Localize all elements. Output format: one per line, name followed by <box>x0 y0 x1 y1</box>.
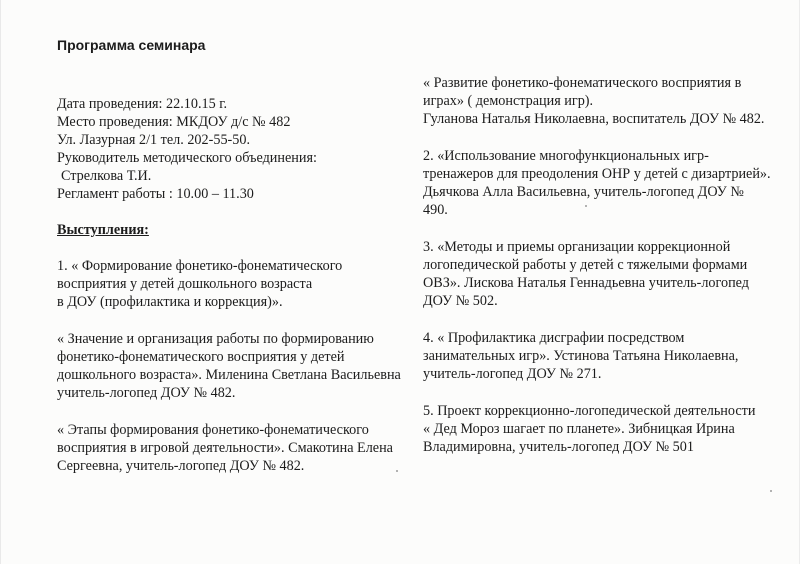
speech-line: логопедической работы у детей с тяжелыми формами <box>423 257 748 273</box>
speech-item <box>57 421 393 475</box>
speech-line: занимательных игр». Устинова Татьяна Николаевна, <box>423 348 739 364</box>
speech-line: играх» ( демонстрация игр). <box>423 93 594 109</box>
speech-line: Сергеевна, учитель-логопед ДОУ № 482. <box>57 458 305 474</box>
event-place: Место проведения: МКДОУ д/с № 482 <box>57 114 291 130</box>
leader-label: Руководитель методического объединения: <box>57 150 317 166</box>
event-address: Ул. Лазурная 2/1 тел. 202-55-50. <box>57 132 250 148</box>
scan-speck <box>396 470 398 472</box>
speech-line: Владимировна, учитель-логопед ДОУ № 501 <box>423 439 694 455</box>
speech-line: учитель-логопед ДОУ № 482. <box>57 385 236 401</box>
right-column <box>423 74 771 456</box>
speech-line: 5. Проект коррекционно-логопедической деятельности <box>423 403 756 419</box>
speech-line: « Развитие фонетико-фонематического восприятия в <box>423 75 742 91</box>
speech-item <box>423 74 763 128</box>
speech-line: ОВЗ». Лискова Наталья Геннадьевна учитель-логопед <box>423 275 749 291</box>
speech-item <box>423 329 763 383</box>
speech-line: « Этапы формирования фонетико-фонематического <box>57 422 369 438</box>
speech-line: тренажеров для преодоления ОНР у детей с дизартрией». <box>423 166 771 182</box>
leader-name: Стрелкова Т.И. <box>61 168 152 184</box>
speech-item <box>423 238 763 310</box>
speech-line: 3. «Методы и приемы организации коррекционной <box>423 239 731 255</box>
speech-line: « Значение и организация работы по формированию <box>57 331 374 347</box>
speech-line: ДОУ № 502. <box>423 293 498 309</box>
left-column <box>57 95 401 475</box>
speech-line: Гуланова Наталья Николаевна, воспитатель ДОУ № 482. <box>423 111 765 127</box>
page-edge-shadow <box>0 0 1 564</box>
speech-line: « Дед Мороз шагает по планете». Зибницкая Ирина <box>423 421 735 437</box>
speech-line: восприятия в игровой деятельности». Смакотина Елена <box>57 440 393 456</box>
scan-speck <box>585 205 587 207</box>
event-date: Дата проведения: 22.10.15 г. <box>57 96 228 112</box>
speech-item <box>423 147 771 219</box>
speech-line: 490. <box>423 202 448 218</box>
speech-item <box>423 402 763 456</box>
speech-line: дошкольного возраста». Миленина Светлана Васильевна <box>57 367 401 383</box>
speech-item <box>57 330 401 402</box>
page-title: Программа семинара <box>57 37 206 53</box>
speech-line: учитель-логопед ДОУ № 271. <box>423 366 602 382</box>
speeches-heading: Выступления: <box>57 222 149 238</box>
speech-line: 4. « Профилактика дисграфии посредством <box>423 330 685 346</box>
speech-line: восприятия у детей дошкольного возраста <box>57 276 313 292</box>
scan-speck <box>770 490 772 492</box>
speech-item <box>57 257 387 311</box>
event-schedule: Регламент работы : 10.00 – 11.30 <box>57 186 254 202</box>
speech-line: фонетико-фонематического восприятия у детей <box>57 349 345 365</box>
speech-line: в ДОУ (профилактика и коррекция)». <box>57 294 283 310</box>
speech-line: Дьячкова Алла Васильевна, учитель-логопед ДОУ № <box>423 184 744 200</box>
speech-line: 2. «Использование многофункциональных игр- <box>423 148 709 164</box>
speech-line: 1. « Формирование фонетико-фонематического <box>57 258 343 274</box>
